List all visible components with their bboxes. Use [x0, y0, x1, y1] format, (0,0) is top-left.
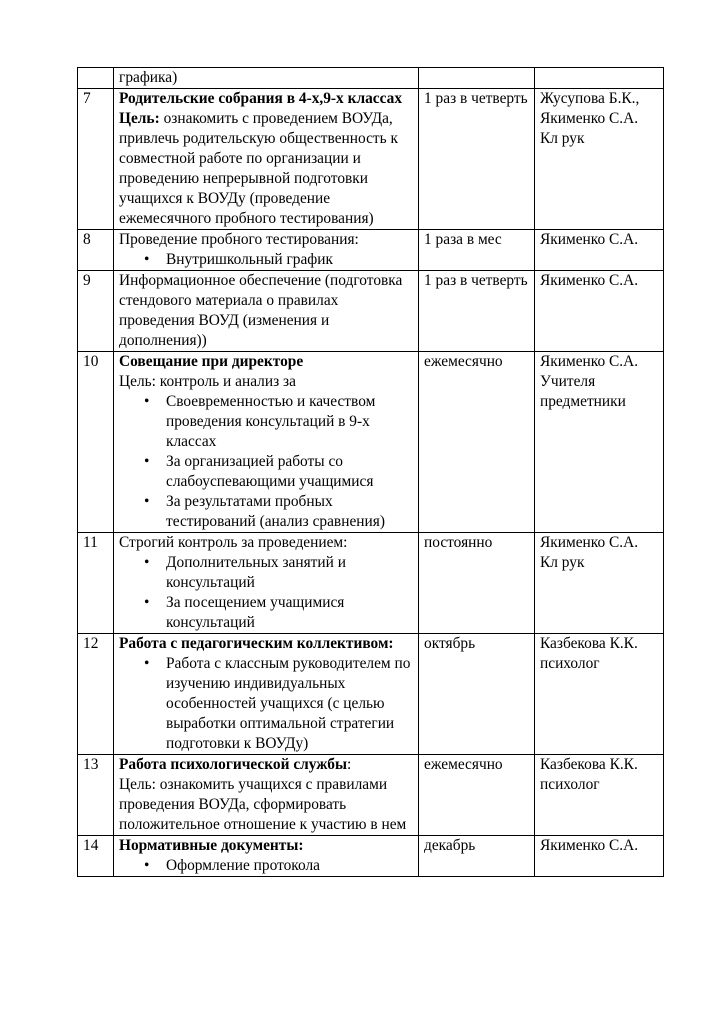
event-cell — [114, 68, 419, 89]
responsible-cell — [535, 755, 664, 836]
event-list — [119, 392, 414, 532]
goal-text: ознакомить с проведением ВОУДа, привлечь родительскую общественность к совместной работе по организации и проведению непрерывной подготовки учащихся к ВОУДу (проведение ежемесячного пробного тестирования) — [119, 110, 398, 227]
list-item: • Работа с классным руководителем по изучению индивидуальных особенностей учащихся (с целью выработки оптимальной стратегии подготовки к ВОУДу) — [166, 654, 414, 754]
event-title: Нормативные документы: — [119, 837, 304, 854]
event-cell — [114, 533, 419, 634]
frequency-cell: 1 раза в мес — [419, 230, 535, 271]
list-item: • Своевременностью и качеством проведения консультаций в 9-х классах — [166, 392, 414, 452]
event-cell — [114, 836, 419, 877]
responsible-person: Казбекова К.К. — [540, 756, 638, 773]
event-cell — [114, 634, 419, 755]
event-cell — [114, 352, 419, 533]
row-number: 9 — [78, 271, 114, 352]
table-row — [78, 755, 664, 836]
responsible-person: Якименко С.А. — [540, 272, 639, 289]
event-list — [119, 553, 414, 633]
event-title: Родительские собрания в 4-х,9-х классах — [119, 90, 403, 107]
event-text: Строгий контроль за проведением: — [119, 534, 348, 551]
table-row — [78, 68, 664, 89]
event-text: Проведение пробного тестирования: — [119, 231, 359, 248]
responsible-cell — [535, 89, 664, 230]
row-number: 10 — [78, 352, 114, 533]
row-number: 7 — [78, 89, 114, 230]
event-text: Цель: ознакомить учащихся с правилами проведения ВОУДа, сформировать положительное отношение к участию в нем — [119, 776, 407, 833]
list-item: • За организацией работы со слабоуспевающими учащимися — [166, 452, 414, 492]
event-list — [119, 654, 414, 754]
table-row — [78, 271, 664, 352]
frequency-cell: декабрь — [419, 836, 535, 877]
event-cell — [114, 755, 419, 836]
table-row — [78, 634, 664, 755]
responsible-person: Учителя предметники — [540, 373, 626, 410]
responsible-person: Кл рук — [540, 130, 585, 147]
title-suffix: : — [346, 756, 352, 773]
list-item: • Оформление протокола — [166, 856, 414, 876]
responsible-person: Якименко С.А. — [540, 110, 639, 127]
responsible-cell — [535, 230, 664, 271]
event-text: Цель: контроль и анализ за — [119, 373, 296, 390]
responsible-person: Кл рук — [540, 554, 585, 571]
row-number: 14 — [78, 836, 114, 877]
responsible-cell — [535, 836, 664, 877]
list-item: • Внутришкольный график — [166, 250, 414, 270]
frequency-cell: ежемесячно — [419, 352, 535, 533]
event-title: Работа психологической службы — [119, 756, 347, 773]
table-row — [78, 533, 664, 634]
event-title: Работа с педагогическим коллективом: — [119, 635, 394, 652]
row-number: 11 — [78, 533, 114, 634]
table-row — [78, 89, 664, 230]
plan-table — [77, 67, 664, 877]
responsible-cell — [535, 68, 664, 89]
responsible-person: Якименко С.А. — [540, 231, 639, 248]
row-number — [78, 68, 114, 89]
frequency-cell: октябрь — [419, 634, 535, 755]
list-item: • За результатами пробных тестирований (анализ сравнения) — [166, 492, 414, 532]
responsible-cell — [535, 634, 664, 755]
responsible-cell — [535, 352, 664, 533]
event-text: Информационное обеспечение (подготовка стендового материала о правилах проведения ВОУД (изменения и дополнения)) — [119, 272, 403, 349]
event-cell — [114, 271, 419, 352]
responsible-person: Казбекова К.К. — [540, 635, 638, 652]
list-item: • За посещением учащимися консультаций — [166, 593, 414, 633]
row-number: 8 — [78, 230, 114, 271]
frequency-cell: 1 раз в четверть — [419, 89, 535, 230]
event-title: Совещание при директоре — [119, 353, 304, 370]
event-text: графика) — [119, 69, 178, 86]
frequency-cell — [419, 68, 535, 89]
table-row — [78, 836, 664, 877]
goal-label: Цель: — [119, 110, 160, 127]
event-cell — [114, 230, 419, 271]
row-number: 12 — [78, 634, 114, 755]
responsible-person: Жусупова Б.К., — [540, 90, 640, 107]
list-item: • Дополнительных занятий и консультаций — [166, 553, 414, 593]
responsible-cell — [535, 533, 664, 634]
frequency-cell: ежемесячно — [419, 755, 535, 836]
table-row — [78, 352, 664, 533]
event-cell — [114, 89, 419, 230]
frequency-cell: 1 раз в четверть — [419, 271, 535, 352]
row-number: 13 — [78, 755, 114, 836]
event-list — [119, 856, 414, 876]
responsible-person: Якименко С.А. — [540, 353, 639, 370]
responsible-person: психолог — [540, 776, 600, 793]
responsible-person: Якименко С.А. — [540, 837, 639, 854]
table-row — [78, 230, 664, 271]
responsible-person: психолог — [540, 655, 600, 672]
frequency-cell: постоянно — [419, 533, 535, 634]
responsible-person: Якименко С.А. — [540, 534, 639, 551]
event-list — [119, 250, 414, 270]
responsible-cell — [535, 271, 664, 352]
